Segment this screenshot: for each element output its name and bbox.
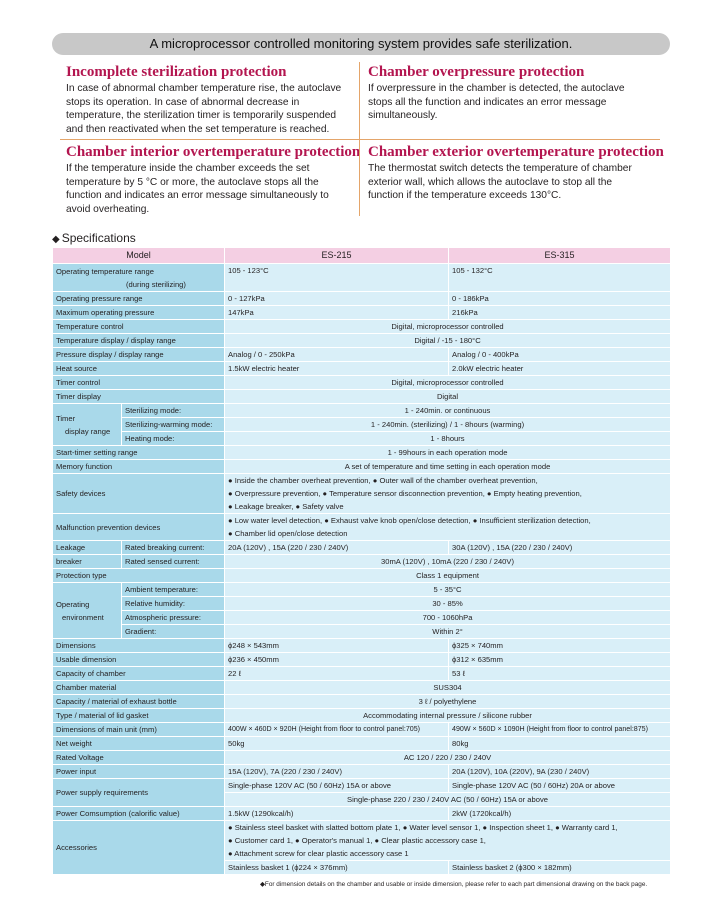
feature-title: Chamber interior overtemperature protection (66, 144, 361, 160)
feature-body (66, 82, 341, 136)
accessory-line: ● Stainless steel basket with slatted bottom plate 1, ● Water level sensor 1, ● Inspection sheet 1, ● Warranty card 1, (228, 823, 618, 832)
table-row (53, 320, 671, 334)
spec-label: Memory function (53, 460, 225, 474)
feature-chamber-overpressure (368, 63, 625, 123)
spec-value: 53 ℓ (449, 667, 671, 681)
table-row (53, 418, 671, 432)
table-row (53, 541, 671, 555)
spec-label (53, 264, 225, 292)
spec-label: Power Comsumption (calorific value) (53, 807, 225, 821)
spec-value: 1 - 240min. or continuous (225, 404, 671, 418)
table-row (53, 334, 671, 348)
feature-line: simultaneously. (368, 110, 438, 121)
table-row (53, 765, 671, 779)
spec-value: 1.5kW electric heater (225, 362, 449, 376)
headline-banner: A microprocessor controlled monitoring system provides safe sterilization. (52, 33, 670, 55)
spec-value: ϕ248 × 543mm (225, 639, 449, 653)
spec-label: Temperature display / display range (53, 334, 225, 348)
spec-value: 80kg (449, 737, 671, 751)
table-row (53, 432, 671, 446)
spec-value: 20A (120V) , 15A (220 / 230 / 240V) (225, 541, 449, 555)
feature-body (368, 162, 664, 203)
feature-exterior-overtemperature (368, 143, 664, 203)
spec-label: Power input (53, 765, 225, 779)
spec-value: A set of temperature and time setting in each operation mode (225, 460, 671, 474)
spec-label-line: Timer (56, 413, 76, 423)
spec-value: 3 ℓ / polyethylene (225, 695, 671, 709)
accessory-line: ● Attachment screw for clear plastic accessory case 1 (228, 849, 409, 858)
feature-title: Chamber overpressure protection (368, 64, 585, 80)
feature-title: Chamber exterior overtemperature protection (368, 144, 664, 160)
feature-line: The thermostat switch detects the temperature of chamber (368, 163, 632, 174)
table-row (53, 264, 671, 292)
spec-label: Dimensions (53, 639, 225, 653)
spec-value: Within 2° (225, 625, 671, 639)
table-row (53, 376, 671, 390)
spec-label: Protection type (53, 569, 225, 583)
spec-value (225, 514, 671, 541)
table-row (53, 653, 671, 667)
spec-value: Analog / 0 - 400kPa (449, 348, 671, 362)
spec-value: 15A (120V), 7A (220 / 230 / 240V) (225, 765, 449, 779)
feature-line: If overpressure in the chamber is detected, the autoclave (368, 83, 625, 94)
table-row (53, 306, 671, 320)
specifications-heading (52, 230, 136, 248)
feature-line: stops its operation. In case of abnormal decrease in (66, 96, 300, 108)
spec-label: Maximum operating pressure (53, 306, 225, 320)
table-row (53, 569, 671, 583)
table-row (53, 460, 671, 474)
spec-value: 1 - 240min. (sterilizing) / 1 - 8hours (warming) (225, 418, 671, 432)
safety-device-line: ● Leakage breaker, ● Safety valve (228, 502, 344, 511)
diamond-bullet-icon: ◆ (52, 234, 60, 245)
spec-value: 30mA (120V) , 10mA (220 / 230 / 240V) (225, 555, 671, 569)
spec-value: 0 - 186kPa (449, 292, 671, 306)
feature-line: If the temperature inside the chamber exceeds the set (66, 163, 310, 174)
spec-value: 105 - 132°C (449, 264, 671, 292)
feature-line: function and indicates an error message simultaneously to (66, 190, 329, 201)
spec-label: Rated Voltage (53, 751, 225, 765)
spec-sublabel: Atmospheric pressure: (122, 611, 225, 625)
spec-label: Net weight (53, 737, 225, 751)
table-row (53, 709, 671, 723)
malfunction-device-line: ● Chamber lid open/close detection (228, 529, 348, 538)
spec-value: 1 - 99hours in each operation mode (225, 446, 671, 460)
table-row (53, 625, 671, 639)
spec-value (225, 474, 671, 514)
spec-value: 490W × 560D × 1090H (Height from floor to control panel:875) (449, 723, 671, 737)
spec-value: 400W × 460D × 920H (Height from floor to control panel:705) (225, 723, 449, 737)
spec-label: breaker (53, 555, 122, 569)
feature-interior-overtemperature (66, 143, 360, 216)
spec-sublabel: Rated breaking current: (122, 541, 225, 555)
spec-label: Capacity of chamber (53, 667, 225, 681)
model-es215: ES-215 (225, 248, 449, 264)
table-row (53, 583, 671, 597)
spec-value: 216kPa (449, 306, 671, 320)
feature-body (66, 162, 360, 216)
table-row (53, 555, 671, 569)
spec-label: Temperature control (53, 320, 225, 334)
spec-label: Leakage (53, 541, 122, 555)
spec-value: AC 120 / 220 / 230 / 240V (225, 751, 671, 765)
spec-label: Usable dimension (53, 653, 225, 667)
spec-value: 0 - 127kPa (225, 292, 449, 306)
table-row (53, 779, 671, 793)
model-es315: ES-315 (449, 248, 671, 264)
table-row (53, 292, 671, 306)
spec-label: Operating pressure range (53, 292, 225, 306)
spec-value: Single-phase 120V AC (50 / 60Hz) 15A or above (225, 779, 449, 793)
specifications-heading-text: Specifications (61, 231, 136, 245)
feature-line: function if the temperature exceeds 130°C. (368, 190, 562, 201)
spec-label: Malfunction prevention devices (53, 514, 225, 541)
spec-value: Class 1 equipment (225, 569, 671, 583)
spec-value: Digital / -15 - 180°C (225, 334, 671, 348)
accessory-line: ● Customer card 1, ● Operator's manual 1, ● Clear plastic accessory case 1, (228, 836, 486, 845)
spec-value: SUS304 (225, 681, 671, 695)
spec-value: Accommodating internal pressure / silicone rubber (225, 709, 671, 723)
spec-label: Heat source (53, 362, 225, 376)
table-row (53, 362, 671, 376)
spec-value: 2.0kW electric heater (449, 362, 671, 376)
spec-label (53, 583, 122, 639)
table-row (53, 639, 671, 653)
safety-device-line: ● Inside the chamber overheat prevention, ● Outer wall of the chamber overheat prevention, (228, 476, 538, 485)
model-header: Model (53, 248, 225, 264)
table-row (53, 667, 671, 681)
table-row (53, 446, 671, 460)
spec-label: Safety devices (53, 474, 225, 514)
spec-label: Start-timer setting range (53, 446, 225, 460)
spec-value (225, 821, 671, 861)
spec-value: Digital, microprocessor controlled (225, 376, 671, 390)
table-row (53, 404, 671, 418)
feature-line: temperature, the sterilization timer is temporarily suspended (66, 110, 337, 121)
feature-line: temperature by 5 °C or more, the autoclave stops all the (66, 176, 319, 188)
table-row (53, 514, 671, 541)
spec-label: Accessories (53, 821, 225, 875)
spec-value: 22 ℓ (225, 667, 449, 681)
spec-value: 50kg (225, 737, 449, 751)
table-row (53, 751, 671, 765)
spec-value: Analog / 0 - 250kPa (225, 348, 449, 362)
table-row (53, 807, 671, 821)
spec-value: ϕ236 × 450mm (225, 653, 449, 667)
spec-label: Timer control (53, 376, 225, 390)
spec-value: 1.5kW (1290kcal/h) (225, 807, 449, 821)
spec-value: Digital, microprocessor controlled (225, 320, 671, 334)
spec-sublabel: Sterilizing mode: (122, 404, 225, 418)
table-row (53, 821, 671, 861)
spec-sublabel: Heating mode: (122, 432, 225, 446)
spec-value: 105 - 123°C (225, 264, 449, 292)
spec-value: 30A (120V) , 15A (220 / 230 / 240V) (449, 541, 671, 555)
spec-value: Digital (225, 390, 671, 404)
table-row (53, 348, 671, 362)
feature-body (368, 82, 625, 123)
spec-label: Capacity / material of exhaust bottle (53, 695, 225, 709)
spec-label: Timer display (53, 390, 225, 404)
spec-label-line: display range (65, 426, 111, 436)
spec-label-line: environment (62, 612, 104, 622)
spec-sublabel: Gradient: (122, 625, 225, 639)
spec-value: 20A (120V), 10A (220V), 9A (230 / 240V) (449, 765, 671, 779)
table-row (53, 681, 671, 695)
spec-value: 2kW (1720kcal/h) (449, 807, 671, 821)
spec-value: 30 - 85% (225, 597, 671, 611)
feature-line: stops all the function and indicates an error message (368, 96, 607, 108)
spec-value: 700 - 1060hPa (225, 611, 671, 625)
spec-label: Pressure display / display range (53, 348, 225, 362)
feature-line: In case of abnormal chamber temperature rise, the autoclave (66, 83, 342, 94)
table-row (53, 737, 671, 751)
feature-divider-horizontal (60, 139, 660, 140)
spec-value: Single-phase 220 / 230 / 240V AC (50 / 60Hz) 15A or above (225, 793, 671, 807)
spec-label (53, 404, 122, 446)
feature-incomplete-sterilization (66, 63, 341, 136)
table-row (53, 723, 671, 737)
specifications-table (52, 247, 671, 875)
table-row (53, 474, 671, 514)
malfunction-device-line: ● Low water level detection, ● Exhaust valve knob open/close detection, ● Insufficient sterilization detection, (228, 516, 591, 525)
spec-value: ϕ312 × 635mm (449, 653, 671, 667)
table-row (53, 390, 671, 404)
spec-label-line: (during sterilizing) (126, 279, 186, 289)
spec-label: Chamber material (53, 681, 225, 695)
feature-line: exterior wall, which allows the autoclave to stop all the (368, 176, 613, 188)
spec-sublabel: Relative humidity: (122, 597, 225, 611)
spec-label: Type / material of lid gasket (53, 709, 225, 723)
table-row (53, 695, 671, 709)
table-row (53, 597, 671, 611)
spec-value: Single-phase 120V AC (50 / 60Hz) 20A or above (449, 779, 671, 793)
spec-value: 1 - 8hours (225, 432, 671, 446)
spec-label-line: Operating temperature range (56, 266, 154, 276)
feature-title: Incomplete sterilization protection (66, 64, 287, 80)
safety-device-line: ● Overpressure prevention, ● Temperature sensor disconnection prevention, ● Empty heating prevention, (228, 489, 582, 498)
spec-sublabel: Ambient temperature: (122, 583, 225, 597)
spec-value: ϕ325 × 740mm (449, 639, 671, 653)
spec-value: Stainless basket 1 (ϕ224 × 376mm) (225, 861, 449, 875)
spec-sublabel: Rated sensed current: (122, 555, 225, 569)
spec-value: Stainless basket 2 (ϕ300 × 182mm) (449, 861, 671, 875)
feature-line: avoid overheating. (66, 203, 150, 215)
table-row (53, 248, 671, 264)
spec-value: 5 - 35°C (225, 583, 671, 597)
spec-label: Power supply requirements (53, 779, 225, 807)
spec-label-line: Operating (56, 599, 90, 609)
footnote: ◆For dimension details on the chamber and usable or inside dimension, please refer to each part dimensional drawing on the back page. (260, 881, 648, 888)
spec-label: Dimensions of main unit (mm) (53, 723, 225, 737)
table-row (53, 611, 671, 625)
spec-value: 147kPa (225, 306, 449, 320)
spec-sublabel: Sterilizing-warming mode: (122, 418, 225, 432)
feature-line: and then reactivated when the set temperature is reached. (66, 123, 330, 135)
